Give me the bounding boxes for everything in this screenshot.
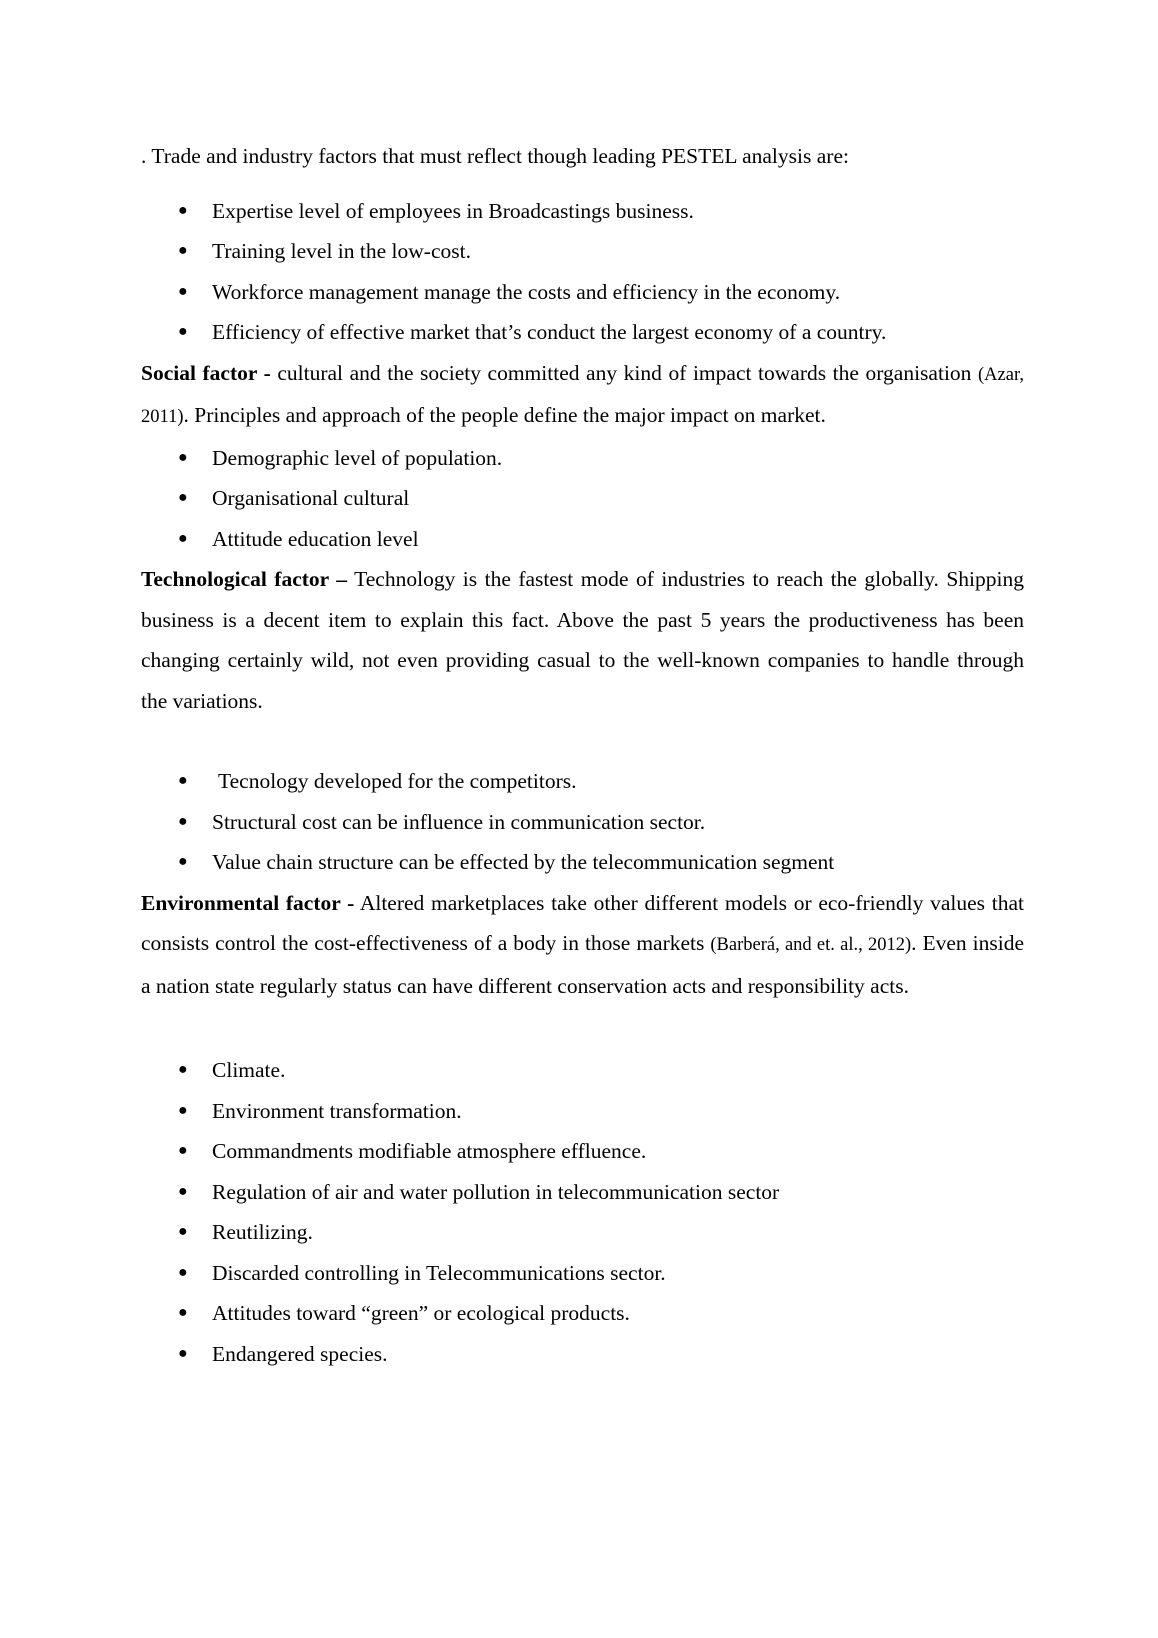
list-item: ● Efficiency of effective market that’s conduct the largest economy of a country.	[141, 312, 1024, 353]
list-item: ● Environment transformation.	[141, 1091, 1024, 1132]
list-item: ● Structural cost can be influence in communication sector.	[141, 802, 1024, 843]
environmental-factor-heading: Environmental factor -	[141, 890, 355, 915]
spacer	[141, 177, 1024, 191]
list-item: ● Attitudes toward “green” or ecological products.	[141, 1293, 1024, 1334]
spacer	[141, 1006, 1024, 1050]
list-item: ● Attitude education level	[141, 519, 1024, 560]
list-item: ● Climate.	[141, 1050, 1024, 1091]
social-factor-heading: Social factor -	[141, 360, 271, 385]
technological-factor-paragraph: Technological factor – Technology is the fastest mode of industries to reach the globally. Shipping business is a decent item to explain this fact. Above the past 5 years the productiveness has been changing certainly wild, not even providing casual to the well-known companies to handle through the variations.	[141, 567, 1024, 713]
bullet-icon: ●	[178, 1142, 188, 1159]
bullet-icon: ●	[178, 1344, 188, 1362]
list-item: ● Reutilizing.	[141, 1212, 1024, 1253]
bullet-icon: ●	[178, 1263, 188, 1281]
list-item: ● Regulation of air and water pollution in telecommunication sector	[141, 1172, 1024, 1213]
list-item: ● Expertise level of employees in Broadcastings business.	[141, 191, 1024, 232]
bullet-icon: ●	[178, 1223, 188, 1240]
intro-paragraph: . Trade and industry factors that must reflect though leading PESTEL analysis are:	[141, 144, 849, 168]
bullet-icon: ●	[178, 1061, 188, 1078]
spacer	[141, 721, 1024, 761]
bullet-icon: ●	[178, 242, 188, 259]
list-item: ● Training level in the low-cost.	[141, 231, 1024, 272]
bullet-icon: ●	[178, 1182, 188, 1200]
list-item: ● Discarded controlling in Telecommunications sector.	[141, 1253, 1024, 1294]
bullet-icon: ●	[178, 489, 188, 506]
economic-factor-list	[141, 191, 1024, 353]
social-factor-list	[141, 438, 1024, 560]
bullet-icon: ●	[178, 1304, 188, 1321]
citation: (Azar, 2011)	[141, 364, 1024, 427]
list-item: ● Endangered species.	[141, 1334, 1024, 1375]
bullet-icon: ●	[178, 812, 188, 830]
citation: (Barberá, and et. al., 2012)	[710, 935, 912, 955]
technological-factor-heading: Technological factor –	[141, 567, 348, 591]
bullet-icon: ●	[178, 1101, 188, 1119]
document-page	[141, 136, 1024, 1374]
bullet-icon: ●	[178, 201, 188, 219]
bullet-icon: ●	[178, 323, 188, 340]
list-item: ● Organisational cultural	[141, 478, 1024, 519]
bullet-icon: ●	[178, 448, 188, 466]
list-item: ● Workforce management manage the costs and efficiency in the economy.	[141, 272, 1024, 313]
technological-factor-list	[141, 761, 1024, 883]
bullet-icon: ●	[178, 772, 188, 789]
bullet-icon: ●	[178, 529, 188, 547]
environmental-factor-paragraph: Environmental factor - Altered marketplaces take other different models or eco-friendly values that consists control the cost-effectiveness of a body in those markets (Barberá, and et. al., 2012). Even inside a nation state regularly status can have different conservation acts and responsibility acts.	[141, 890, 1024, 998]
list-item: ● Value chain structure can be effected by the telecommunication segment	[141, 842, 1024, 883]
social-factor-paragraph: Social factor - cultural and the society committed any kind of impact towards the organisation (Azar, 2011). Principles and approach of the people define the major impact on market.	[141, 360, 1024, 427]
environmental-factor-list	[141, 1050, 1024, 1374]
list-item: ● Commandments modifiable atmosphere effluence.	[141, 1131, 1024, 1172]
list-item: ● Tecnology developed for the competitors.	[141, 761, 1024, 802]
bullet-icon: ●	[178, 853, 188, 870]
bullet-icon: ●	[178, 282, 188, 300]
list-item: ● Demographic level of population.	[141, 438, 1024, 479]
